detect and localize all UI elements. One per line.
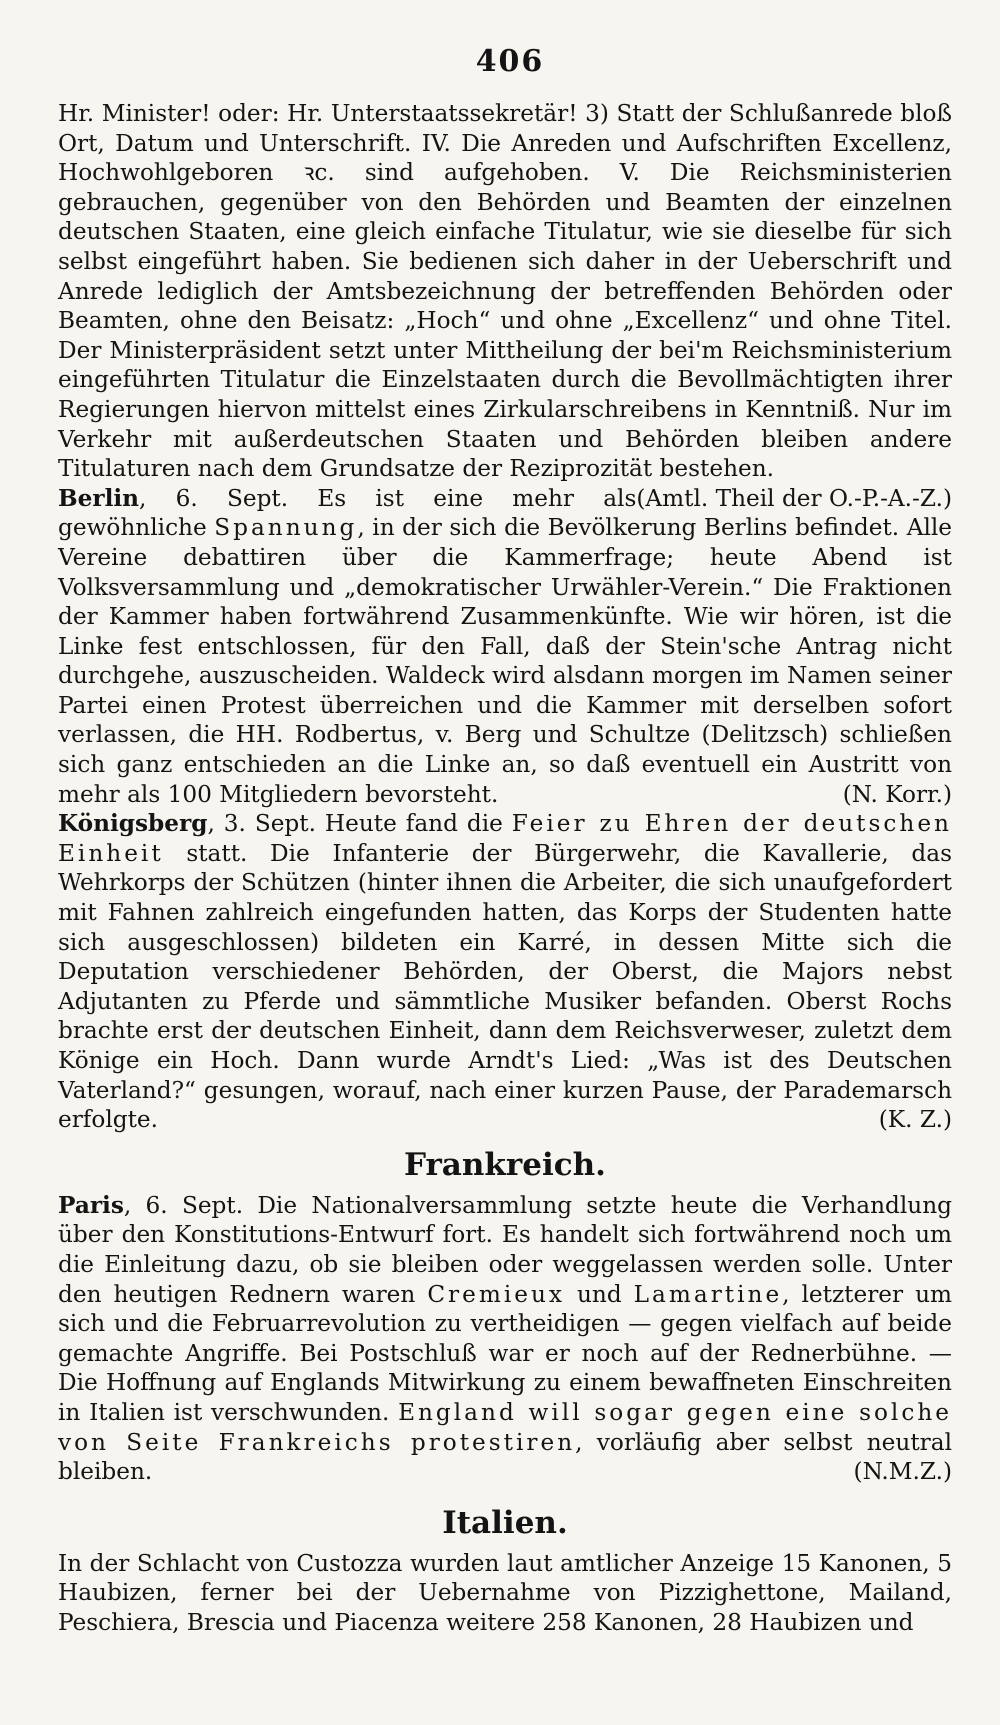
article-text: statt. Die Infanterie der Bürgerwehr, die Kavallerie, das Wehrkorps der Schützen (hinter ihnen die Arbeiter, die sich unaufgefordert mit Fahnen zahlreich eingefunden hatten, das Korps der Studenten hatte sich ausgeschlossen) bildeten ein Karré, in dessen Mitte sich die Deputation verschiedener Behörden, der Oberst, die Majors nebst Adjutanten zu Pferde und sämmtliche Musiker befanden. Oberst Rochs brachte erst der deutschen Einheit, dann dem Reichsverweser, zuletzt dem Könige ein Hoch. Dann wurde Arndt's Lied: „Was ist des Deutschen Vaterland?“ gesungen, worauf, nach einer kurzen Pause, der Parademarsch erfolgte.: [58, 839, 952, 1134]
dateline-place: Berlin: [58, 484, 140, 512]
article-source: (Amtl. Theil der O.-P.-A.-Z.): [636, 484, 952, 512]
dateline-place: Paris: [58, 1191, 124, 1219]
page-number: 406: [475, 44, 545, 79]
emphasized-text: Spannung: [214, 514, 358, 542]
dateline-place: Königsberg: [58, 810, 208, 838]
section-heading-frankreich: Frankreich.: [404, 1146, 606, 1183]
article-text: , 6. Sept. Es ist eine mehr als gewöhnliche: [58, 484, 637, 542]
emphasized-text: England will sogar gegen eine solche von Seite Frankreichs protestiren: [58, 1398, 952, 1456]
article-paris: [58, 1191, 952, 1487]
article-text: Hr. Minister! oder: Hr. Unterstaatssekretär! 3) Statt der Schlußanrede bloß Ort, Datum und Unterschrift. IV. Die Anreden und Aufschriften Excellenz, Hochwohlgeboren ꝛc. sind aufgehoben. V. Die Reichsministerien gebrauchen, gegenüber von den Behörden und Beamten der einzelnen deutschen Staaten, eine gleich einfache Titulatur, wie sie dieselbe für sich selbst eingeführt haben. Sie bedienen sich daher in der Ueberschrift und Anrede lediglich der Amtsbezeichnung der betreffenden Behörden oder Beamten, ohne den Beisatz: „Hoch“ und ohne „Excellenz“ und ohne Titel. Der Ministerpräsident setzt unter Mittheilung der bei'm Reichsministerium eingeführten Titulatur die Einzelstaaten durch die Bevollmächtigten ihrer Regierungen hiervon mittelst eines Zirkularschreibens in Kenntniß. Nur im Verkehr mit außerdeutschen Staaten und Behörden bleiben andere Titulaturen nach dem Grundsatze der Reziprozität bestehen.: [58, 100, 952, 483]
emphasized-text: Lamartine: [633, 1280, 783, 1308]
article-text: , 3. Sept. Heute fand die: [207, 810, 512, 838]
article-text: und: [565, 1280, 634, 1308]
emphasized-text: Feier zu Ehren der deutschen Einheit: [58, 810, 952, 867]
article-source: (N. Korr.): [842, 780, 952, 808]
emphasized-text: Cremieux: [427, 1280, 565, 1308]
article-custozza: [58, 1549, 952, 1638]
article-text: , letzterer um sich und die Februarrevolution zu vertheidigen — gegen vielfach auf beide gemachte Angriffe. Bei Postschluß war er noch auf der Rednerbühne. — Die Hoffnung auf Englands Mitwirkung zu einem bewaffneten Einschreiten in Italien ist verschwunden.: [58, 1280, 953, 1426]
article-berlin: [58, 484, 952, 810]
article-text: In der Schlacht von Custozza wurden laut amtlicher Anzeige 15 Kanonen, 5 Haubizen, ferner bei der Uebernahme von Pizzighettone, Mailand, Peschiera, Brescia und Piacenza weitere 258 Kanonen, 28 Haubizen und: [58, 1549, 952, 1636]
article-source: (N.M.Z.): [853, 1458, 952, 1486]
article-source: (K. Z.): [878, 1106, 952, 1134]
article-koenigsberg: [58, 809, 952, 1135]
section-heading-italien: Italien.: [442, 1504, 568, 1541]
article-text: , vorläufig aber selbst neutral bleiben.: [58, 1428, 952, 1486]
article-text: , in der sich die Bevölkerung Berlins befindet. Alle Vereine debattiren über die Kammerfrage; heute Abend ist Volksversammlung und „demokratischer Urwähler-Verein.“ Die Fraktionen der Kammer haben fortwährend Zusammenkünfte. Wie wir hören, ist die Linke fest entschlossen, für den Fall, daß der Stein'sche Antrag nicht durchgehe, auszuscheiden. Waldeck wird alsdann morgen im Namen seiner Partei einen Protest überreichen und die Kammer mit derselben sofort verlassen, die HH. Rodbertus, v. Berg und Schultze (Delitzsch) schließen sich ganz entschieden an die Linke an, so daß eventuell ein Austritt von mehr als 100 Mitgliedern bevorsteht.: [58, 514, 952, 808]
article-text: , 6. Sept. Die Nationalversammlung setzte heute die Verhandlung über den Konstitutions-Entwurf fort. Es handelt sich fortwährend noch um die Einleitung dazu, ob sie bleiben oder weggelassen werden solle. Unter den heutigen Rednern waren: [58, 1191, 952, 1308]
